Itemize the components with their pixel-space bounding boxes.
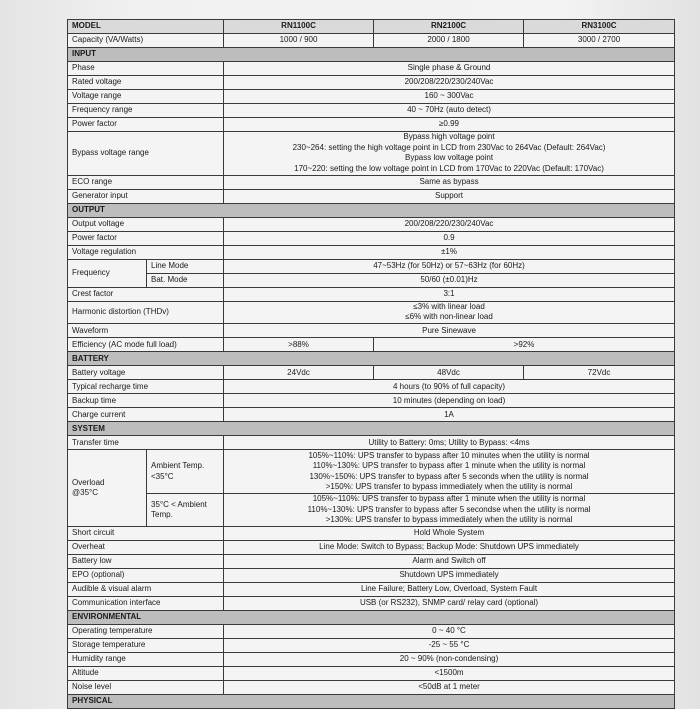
spec-row — [68, 681, 675, 695]
spec-row — [68, 380, 675, 394]
spec-value: 47~53Hz (for 50Hz) or 57~63Hz (for 60Hz) — [224, 259, 675, 273]
spec-row — [68, 90, 675, 104]
spec-value: >92% — [374, 338, 675, 352]
model-rn1100c: RN1100C — [224, 20, 374, 34]
spec-row — [68, 324, 675, 338]
spec-label: Power factor — [68, 231, 224, 245]
spec-row — [68, 338, 675, 352]
spec-value: 3000 / 2700 — [524, 34, 675, 48]
section-title: SYSTEM — [68, 422, 675, 436]
spec-value: <1500m — [224, 667, 675, 681]
spec-row — [68, 104, 675, 118]
spec-label: Noise level — [68, 681, 224, 695]
spec-row — [68, 366, 675, 380]
spec-label: Storage temperature — [68, 639, 224, 653]
spec-label: Overheat — [68, 541, 224, 555]
spec-value: ≥0.99 — [224, 118, 675, 132]
spec-value: Alarm and Switch off — [224, 555, 675, 569]
spec-label: ECO range — [68, 175, 224, 189]
spec-value: 10 minutes (depending on load) — [224, 394, 675, 408]
section-header — [68, 611, 675, 625]
section-title: INPUT — [68, 48, 675, 62]
spec-row — [68, 301, 675, 324]
spec-value: Pure Sinewave — [224, 324, 675, 338]
spec-row — [68, 132, 675, 176]
spec-label: Communication interface — [68, 597, 224, 611]
spec-row — [68, 408, 675, 422]
spec-group-label: Overload @35°C — [68, 450, 147, 527]
spec-label: Audible & visual alarm — [68, 583, 224, 597]
spec-label: Transfer time — [68, 436, 224, 450]
spec-value: 4 hours (to 90% of full capacity) — [224, 380, 675, 394]
spec-label: Short circuit — [68, 527, 224, 541]
spec-value: Same as bypass — [224, 175, 675, 189]
spec-row — [68, 541, 675, 555]
spec-label: Frequency range — [68, 104, 224, 118]
spec-sub-label: Line Mode — [147, 259, 224, 273]
spec-label: EPO (optional) — [68, 569, 224, 583]
spec-value: 50/60 (±0.01)Hz — [224, 273, 675, 287]
spec-label: Humidity range — [68, 653, 224, 667]
spec-row — [68, 34, 675, 48]
spec-row — [68, 667, 675, 681]
spec-value: Shutdown UPS immediately — [224, 569, 675, 583]
section-header — [68, 48, 675, 62]
spec-value: ±1% — [224, 245, 675, 259]
spec-value: 105%~110%: UPS transfer to bypass after 1 minute when the utility is normal 110%~130%: UPS transfer to bypass after 5 secondse when the utility is normal >130%: UPS transfer to bypass immediately when the utility is normal — [224, 493, 675, 526]
section-title: PHYSICAL — [68, 695, 675, 709]
spec-label: Voltage range — [68, 90, 224, 104]
spec-value: -25 ~ 55 °C — [224, 639, 675, 653]
spec-sub-label: Bat. Mode — [147, 273, 224, 287]
spec-row — [68, 653, 675, 667]
spec-row — [68, 569, 675, 583]
spec-label: Charge current — [68, 408, 224, 422]
spec-table — [67, 19, 675, 709]
spec-row — [68, 189, 675, 203]
spec-value: 105%~110%: UPS transfer to bypass after 10 minutes when the utility is normal 110%~130%: UPS transfer to bypass after 1 minute when the utility is normal 130%~150%: UPS transfer to bypass after 5 seconds when the utility is normal >150%: UPS transfer to bypass immediately when the utility is normal — [224, 450, 675, 494]
section-title: OUTPUT — [68, 203, 675, 217]
spec-row — [68, 62, 675, 76]
spec-label: Battery voltage — [68, 366, 224, 380]
spec-value: 1000 / 900 — [224, 34, 374, 48]
model-rn3100c: RN3100C — [524, 20, 675, 34]
spec-value: 0.9 — [224, 231, 675, 245]
spec-label: Waveform — [68, 324, 224, 338]
section-header — [68, 422, 675, 436]
spec-label: Efficiency (AC mode full load) — [68, 338, 224, 352]
spec-row — [68, 555, 675, 569]
spec-group-label: Frequency — [68, 259, 147, 287]
spec-value: Support — [224, 189, 675, 203]
spec-label: Capacity (VA/Watts) — [68, 34, 224, 48]
spec-value: ≤3% with linear load ≤6% with non-linear load — [224, 301, 675, 324]
spec-value: USB (or RS232), SNMP card/ relay card (optional) — [224, 597, 675, 611]
spec-value: <50dB at 1 meter — [224, 681, 675, 695]
spec-label: Phase — [68, 62, 224, 76]
spec-label: Voltage regulation — [68, 245, 224, 259]
spec-value: 20 ~ 90% (non-condensing) — [224, 653, 675, 667]
model-label: MODEL — [68, 20, 224, 34]
section-header — [68, 352, 675, 366]
spec-value: 40 ~ 70Hz (auto detect) — [224, 104, 675, 118]
spec-value: Line Failure; Battery Low, Overload, System Fault — [224, 583, 675, 597]
spec-value: Single phase & Ground — [224, 62, 675, 76]
spec-value: Utility to Battery: 0ms; Utility to Bypass: <4ms — [224, 436, 675, 450]
header-row — [68, 20, 675, 34]
model-rn2100c: RN2100C — [374, 20, 524, 34]
spec-label: Power factor — [68, 118, 224, 132]
spec-row — [68, 231, 675, 245]
spec-label: Rated voltage — [68, 76, 224, 90]
spec-label: Harmonic distortion (THDv) — [68, 301, 224, 324]
section-header — [68, 695, 675, 709]
spec-row — [68, 175, 675, 189]
spec-value: 3:1 — [224, 287, 675, 301]
spec-label: Output voltage — [68, 217, 224, 231]
spec-row — [68, 394, 675, 408]
spec-sub-label: 35°C < Ambient Temp. — [147, 493, 224, 526]
spec-row — [68, 436, 675, 450]
spec-label: Typical recharge time — [68, 380, 224, 394]
spec-row — [68, 639, 675, 653]
section-header — [68, 203, 675, 217]
spec-row — [68, 76, 675, 90]
spec-row — [68, 287, 675, 301]
spec-value: 2000 / 1800 — [374, 34, 524, 48]
spec-row — [68, 625, 675, 639]
spec-row — [68, 217, 675, 231]
spec-value: 48Vdc — [374, 366, 524, 380]
spec-row — [68, 597, 675, 611]
spec-row — [68, 118, 675, 132]
spec-sub-label: Ambient Temp. <35°C — [147, 450, 224, 494]
spec-sub-row — [68, 259, 675, 273]
spec-row — [68, 527, 675, 541]
spec-value: 200/208/220/230/240Vac — [224, 76, 675, 90]
spec-label: Backup time — [68, 394, 224, 408]
spec-row — [68, 583, 675, 597]
spec-value: >88% — [224, 338, 374, 352]
spec-label: Crest factor — [68, 287, 224, 301]
spec-sub-row — [68, 450, 675, 494]
spec-value: 24Vdc — [224, 366, 374, 380]
spec-value: Line Mode: Switch to Bypass; Backup Mode: Shutdown UPS immediately — [224, 541, 675, 555]
spec-value: 0 ~ 40 °C — [224, 625, 675, 639]
spec-row — [68, 245, 675, 259]
spec-sub-row — [68, 493, 675, 526]
spec-sub-row — [68, 273, 675, 287]
spec-value: 200/208/220/230/240Vac — [224, 217, 675, 231]
spec-label: Battery low — [68, 555, 224, 569]
spec-label: Operating temperature — [68, 625, 224, 639]
spec-value: 160 ~ 300Vac — [224, 90, 675, 104]
section-title: BATTERY — [68, 352, 675, 366]
spec-value: 72Vdc — [524, 366, 675, 380]
spec-value: 1A — [224, 408, 675, 422]
section-title: ENVIRONMENTAL — [68, 611, 675, 625]
spec-label: Bypass voltage range — [68, 132, 224, 176]
spec-value: Hold Whole System — [224, 527, 675, 541]
spec-value: Bypass high voltage point 230~264: setting the high voltage point in LCD from 230Vac to 264Vac (Default: 264Vac) Bypass low voltage point 170~220: setting the low voltage point in LCD from 170Vac to 220Vac (Default: 170Vac) — [224, 132, 675, 176]
spec-label: Generator input — [68, 189, 224, 203]
spec-label: Altitude — [68, 667, 224, 681]
